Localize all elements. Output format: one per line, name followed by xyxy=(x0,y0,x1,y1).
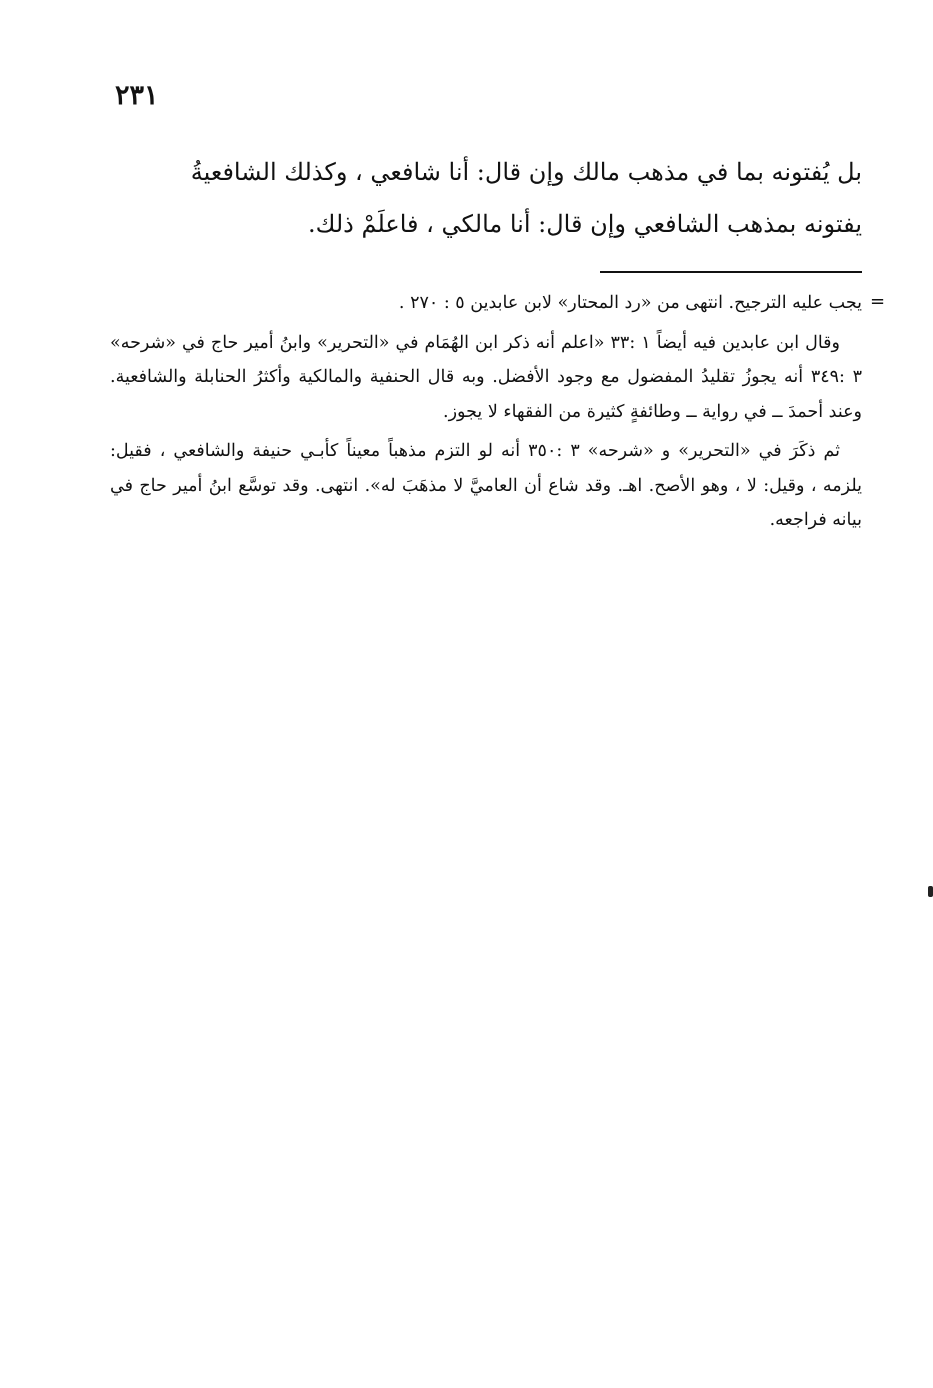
main-text-block xyxy=(110,146,862,250)
scan-edge-mark xyxy=(928,886,933,897)
footnote-line: يجب عليه الترجيح. انتهى من «رد المحتار» لابن عابدين ٥ : ٢٧٠ . xyxy=(398,293,862,313)
footnote-separator-rule xyxy=(600,271,862,273)
footnote-paragraph: وقال ابن عابدين فيه أيضاً ١ :٣٣ «اعلم أنه ذكر ابن الهُمَام في «التحرير» وابنُ أمير حاج في «شرحه» ٣ :٣٤٩ أنه يجوزُ تقليدُ المفضول مع وجود الأفضل. وبه قال الحنفية والمالكية وأكثرُ الحنابلة والشافعية. وعند أحمدَ ــ في رواية ــ وطائفةٍ كثيرة من الفقهاء لا يجوز. xyxy=(110,332,862,422)
main-text-line: يفتونه بمذهب الشافعي وإن قال: أنا مالكي ، فاعلَمْ ذلك. xyxy=(307,210,862,238)
main-text-line: بل يُفتونه بما في مذهب مالك وإن قال: أنا شافعي ، وكذلك الشافعيةُ xyxy=(190,158,862,186)
page-number: ٢٣١ xyxy=(115,80,159,111)
footnote-paragraph: ثم ذكَرَ في «التحرير» و «شرحه» ٣ :٣٥٠ أنه لو التزم مذهباً معيناً كأبـي حنيفة والشافعي ، فقيل: يلزمه ، وقيل: لا ، وهو الأصح. اهـ. وقد شاع أن العاميَّ لا مذهَبَ له». انتهى. وقد توسَّع ابنُ أمير حاج في بيانه فراجعه. xyxy=(110,441,862,530)
footnote-continuation-mark: = xyxy=(870,291,886,312)
footnotes-block xyxy=(110,286,862,538)
